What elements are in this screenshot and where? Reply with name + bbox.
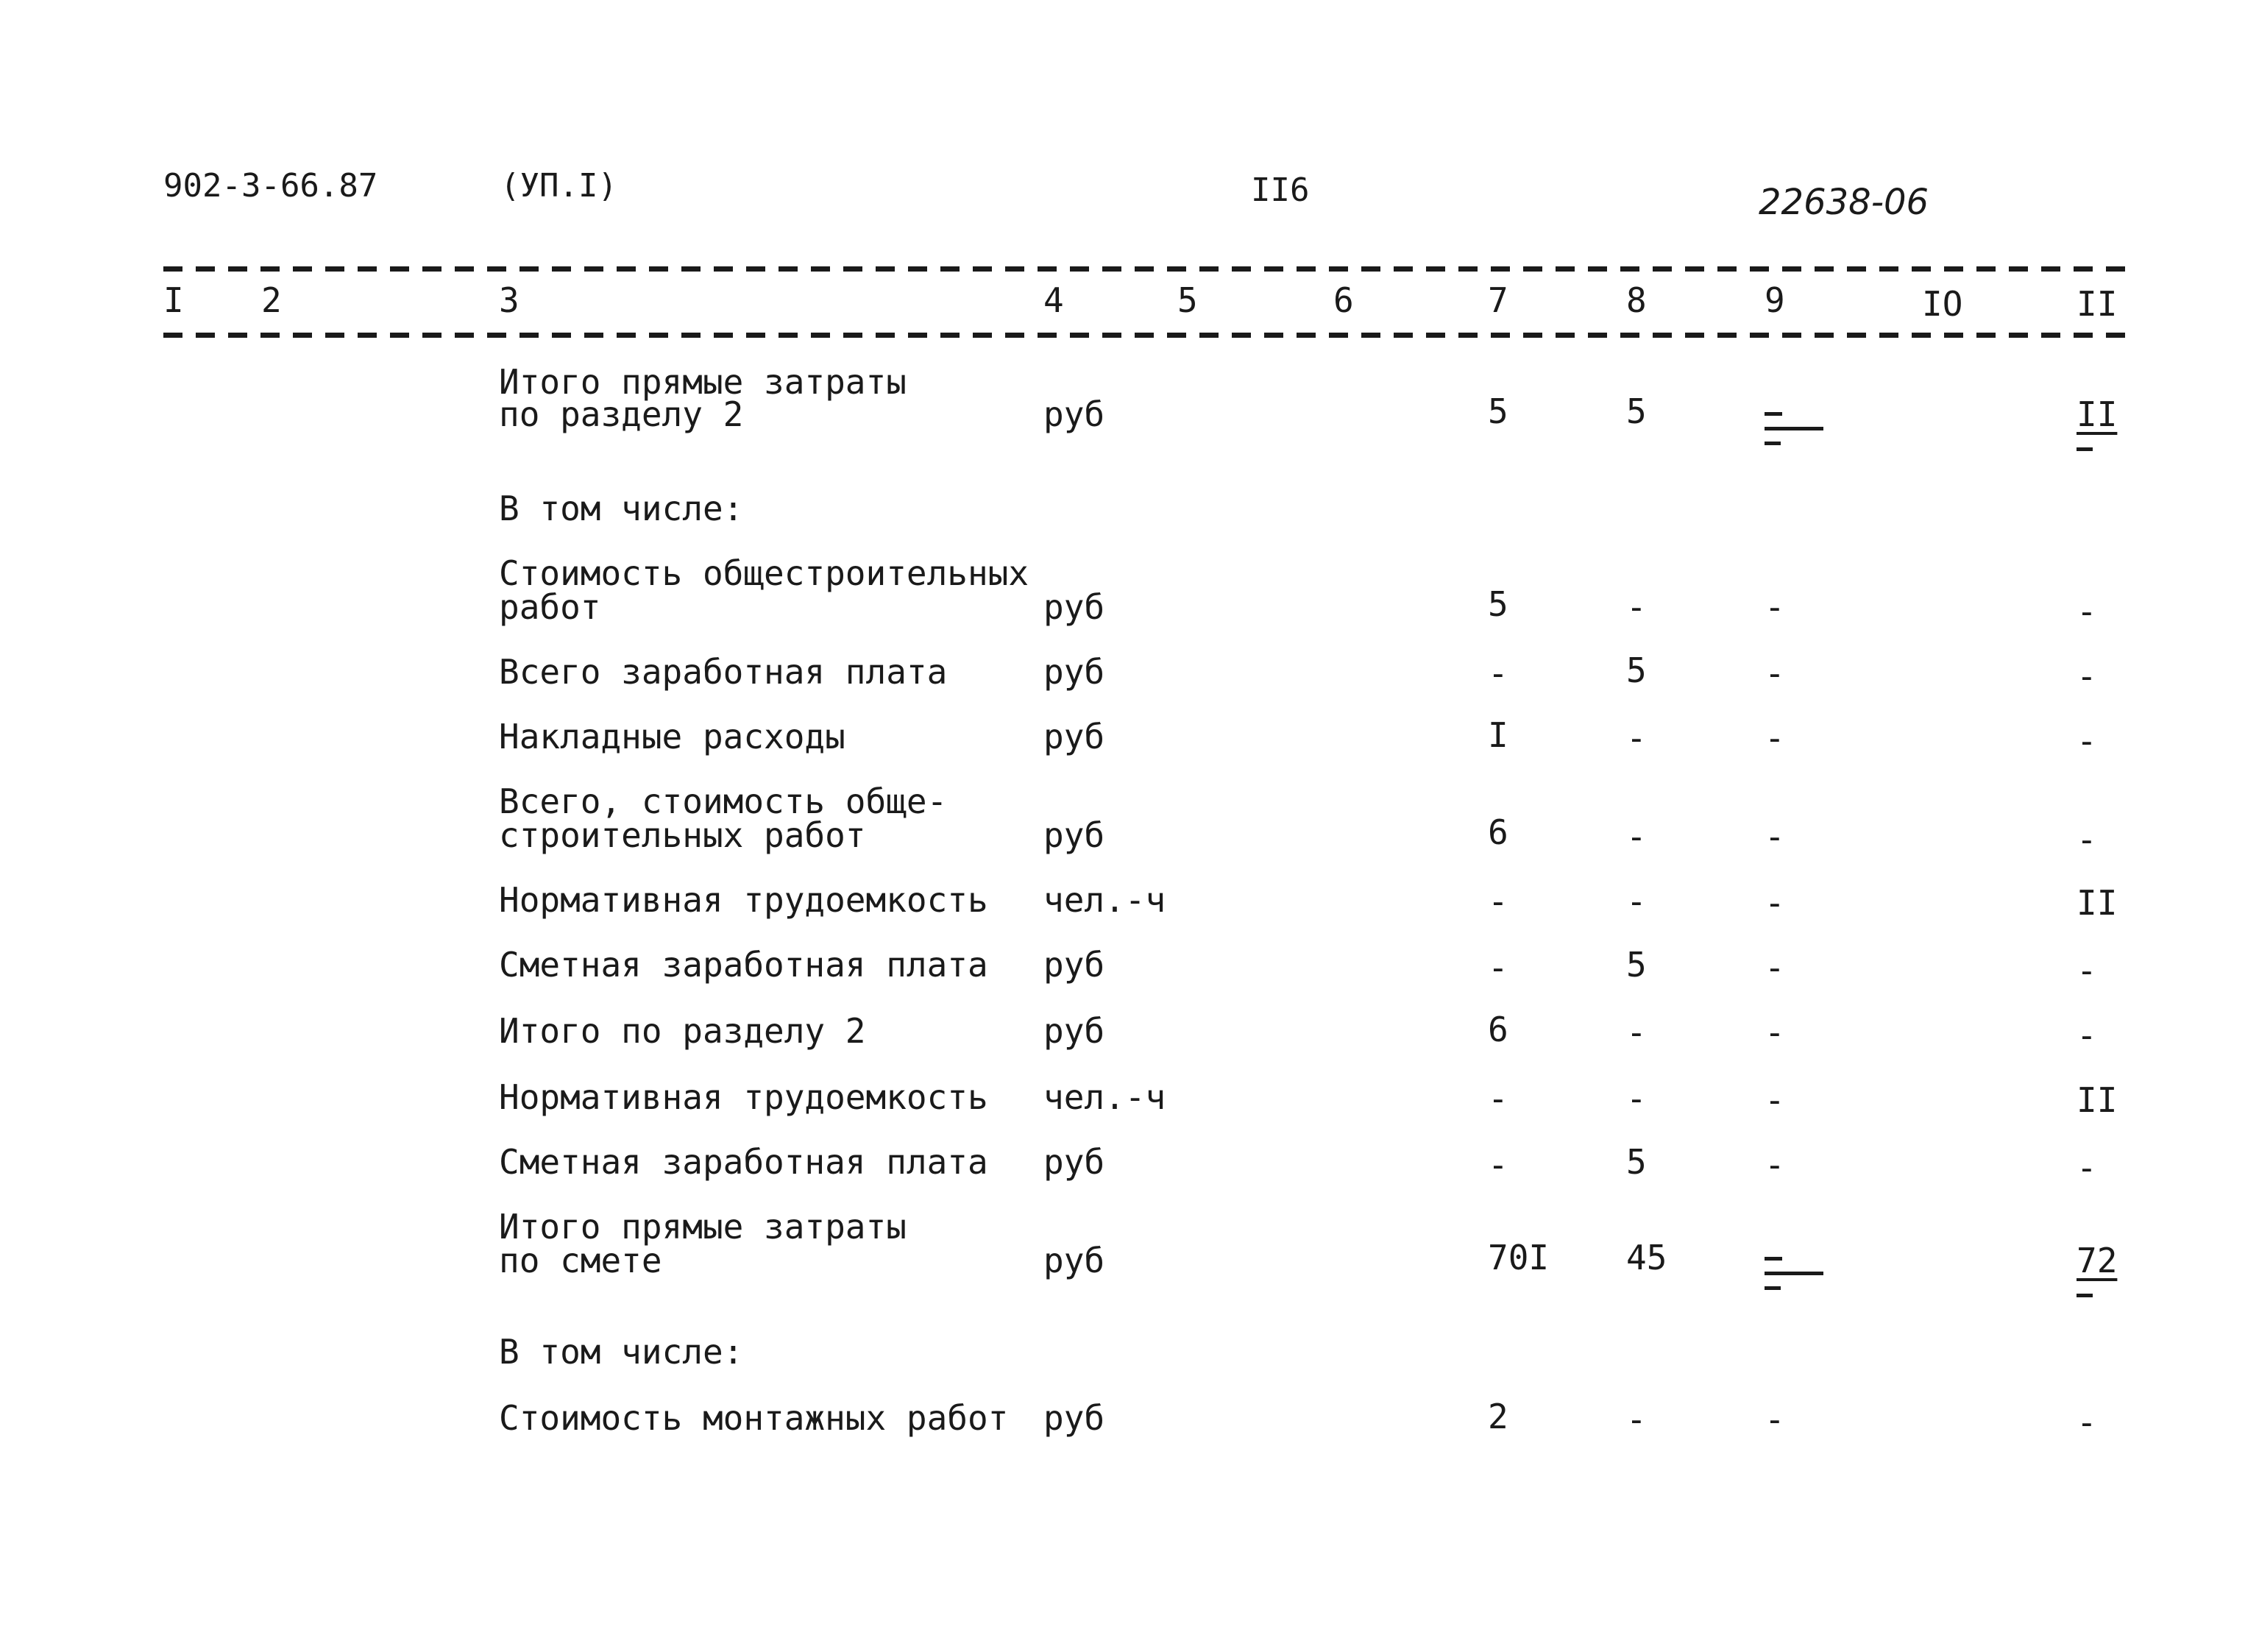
row-unit: чел.-ч	[1043, 1077, 1166, 1117]
row-col8: -	[1626, 587, 1647, 627]
row-label-line1: Всего заработная плата	[499, 652, 948, 692]
header-bottom-rule	[163, 333, 2129, 338]
row-col9: -	[1765, 1013, 1785, 1052]
row-col9: -	[1765, 1145, 1785, 1185]
row-label-line2: строительных работ	[499, 815, 866, 855]
col-header-6: 6	[1333, 280, 1354, 320]
row-col7: -	[1488, 1079, 1508, 1119]
row-col11: II	[2077, 394, 2118, 434]
row-col7: I	[1488, 715, 1508, 755]
row-unit: руб	[1043, 394, 1105, 434]
row-col9: -	[1765, 1400, 1785, 1439]
col-header-7: 7	[1488, 280, 1508, 320]
row-unit: руб	[1043, 1142, 1105, 1182]
col-header-8: 8	[1626, 280, 1647, 320]
row-label-line1: В том числе:	[499, 1332, 744, 1372]
row-col11: II	[2077, 883, 2118, 923]
row-col9: -	[1765, 948, 1785, 988]
row-col7: 5	[1488, 584, 1508, 624]
row-col9: -	[1765, 883, 1785, 923]
col-header-3: 3	[499, 280, 519, 320]
row-unit: руб	[1043, 1398, 1105, 1438]
header-top-rule	[163, 266, 2129, 272]
row-col9: -	[1765, 587, 1785, 627]
row-label-line2: работ	[499, 587, 601, 627]
col-header-2: 2	[261, 280, 282, 320]
row-label-line1: Сметная заработная плата	[499, 1142, 988, 1182]
row-col8: -	[1626, 718, 1647, 758]
row-col8: 5	[1626, 391, 1647, 431]
row-unit: чел.-ч	[1043, 880, 1166, 920]
row-label-line1: Сметная заработная плата	[499, 945, 988, 985]
row-col11: -	[2077, 1148, 2097, 1188]
col-header-1: I	[163, 280, 184, 320]
row-col8: -	[1626, 1400, 1647, 1439]
doc-code: 902-3-66.87	[163, 167, 378, 205]
row-col9: -	[1765, 653, 1785, 693]
row-label-line1: Стоимость общестроительных	[499, 553, 1029, 593]
row-col7: -	[1488, 1145, 1508, 1185]
row-col11: II	[2077, 1080, 2118, 1120]
row-col7: -	[1488, 882, 1508, 921]
row-col7: 70I	[1488, 1238, 1550, 1277]
doc-id-handwritten: 22638-06	[1759, 182, 1929, 223]
row-col11: -	[2077, 592, 2097, 631]
row-col7: 6	[1488, 812, 1508, 852]
row-label-line1: Всего, стоимость обще-	[499, 781, 948, 821]
col-header-4: 4	[1043, 280, 1064, 320]
row-col11: -	[2077, 820, 2097, 859]
row-label-line1: В том числе:	[499, 489, 744, 528]
row-unit: руб	[1043, 652, 1105, 692]
row-col8: -	[1626, 1079, 1647, 1119]
col-header-9: 9	[1765, 280, 1785, 320]
row-col11: -	[2077, 721, 2097, 761]
row-col8: -	[1626, 817, 1647, 857]
row-col9: -	[1765, 718, 1785, 758]
row-unit: руб	[1043, 717, 1105, 756]
row-col11: -	[2077, 951, 2097, 990]
row-label-line2: по разделу 2	[499, 394, 744, 434]
row-col8: 45	[1626, 1238, 1667, 1277]
row-col11: -	[2077, 656, 2097, 696]
row-col8: -	[1626, 1013, 1647, 1052]
section-code: (УП.I)	[500, 167, 617, 205]
row-col11: -	[2077, 1403, 2097, 1442]
row-unit: руб	[1043, 1241, 1105, 1280]
row-label-line2: по смете	[499, 1241, 662, 1280]
row-label-line1: Итого прямые затраты	[499, 362, 907, 402]
row-col8: 5	[1626, 1142, 1647, 1182]
row-col8: -	[1626, 882, 1647, 921]
row-col7: -	[1488, 653, 1508, 693]
row-col11: -	[2077, 1015, 2097, 1055]
row-unit: руб	[1043, 815, 1105, 855]
row-label-line1: Нормативная трудоемкость	[499, 1077, 988, 1117]
row-col7: -	[1488, 948, 1508, 988]
page-number: II6	[1251, 171, 1310, 209]
row-col11: 72	[2077, 1241, 2118, 1280]
row-col7: 5	[1488, 391, 1508, 431]
row-unit: руб	[1043, 1011, 1105, 1051]
row-col8: 5	[1626, 945, 1647, 985]
row-col9: -	[1765, 817, 1785, 857]
row-col7: 2	[1488, 1397, 1508, 1436]
row-label-line1: Накладные расходы	[499, 717, 845, 756]
row-label-line1: Стоимость монтажных работ	[499, 1398, 1009, 1438]
row-label-line1: Нормативная трудоемкость	[499, 880, 988, 920]
row-col9: -	[1765, 1080, 1785, 1120]
col-header-10: IO	[1922, 284, 1963, 324]
row-col8: 5	[1626, 650, 1647, 690]
col-header-11: II	[2077, 284, 2118, 324]
row-unit: руб	[1043, 945, 1105, 985]
row-label-line1: Итого по разделу 2	[499, 1011, 866, 1051]
row-unit: руб	[1043, 587, 1105, 627]
row-col7: 6	[1488, 1010, 1508, 1049]
col-header-5: 5	[1177, 280, 1198, 320]
row-label-line1: Итого прямые затраты	[499, 1207, 907, 1247]
